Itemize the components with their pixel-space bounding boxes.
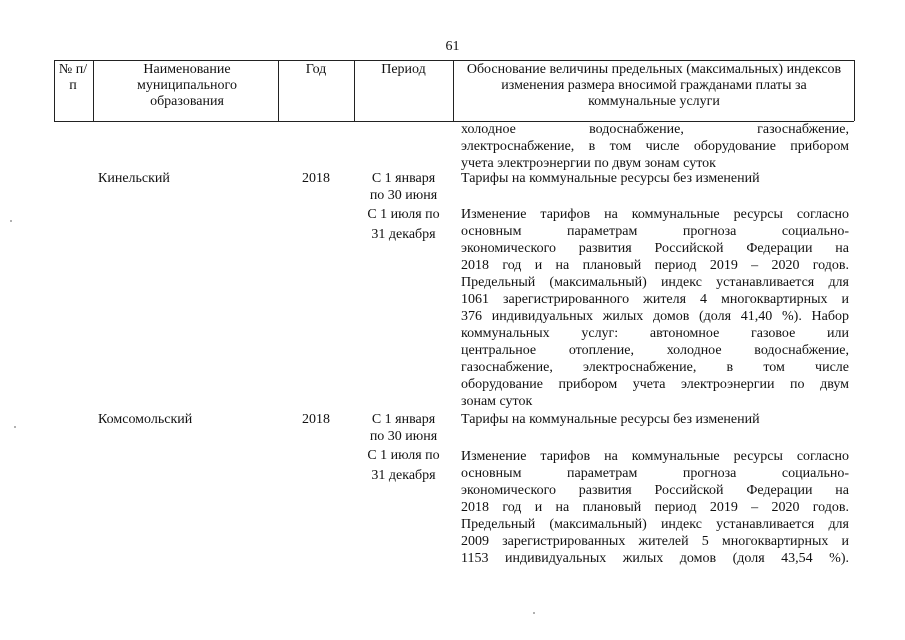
header-border-left <box>54 60 55 121</box>
basis-line: Предельный (максимальный) индекс устанавливается для <box>461 517 849 532</box>
row-municipality-name: Комсомольский <box>98 412 193 427</box>
header-border-right <box>854 60 855 121</box>
header-border-1 <box>93 60 94 121</box>
row-period-2 <box>356 446 451 486</box>
header-col-period: Период <box>381 62 426 77</box>
basis-line: коммунальных услуг: автономное газовое или <box>461 326 849 341</box>
period-line: С 1 января <box>371 412 436 427</box>
row-basis-2 <box>461 448 849 567</box>
basis-line: зонам суток <box>461 394 533 409</box>
basis-line: центральное отопление, холодное водоснабжение, <box>461 343 849 358</box>
header-border-3 <box>354 60 355 121</box>
period-line: по 30 июня <box>369 188 438 203</box>
period-line: С 1 июля по <box>367 207 440 222</box>
carryover-line: электроснабжение, в том числе оборудование прибором <box>461 139 849 154</box>
row-period-1 <box>356 170 451 204</box>
basis-line: Предельный (максимальный) индекс устанавливается для <box>461 275 849 290</box>
row-basis-2 <box>461 206 849 410</box>
basis-line: основным параметрам прогноза социально- <box>461 466 849 481</box>
header-col-basis: Обоснование величины предельных (максимальных) индексов изменения размера вносимой гражданами платы за коммунальные услуги <box>466 62 842 109</box>
header-top-border <box>54 60 854 61</box>
scan-speck <box>533 612 535 614</box>
period-line: 31 декабря <box>371 227 436 242</box>
basis-line: 2018 год и на плановый период 2019 – 2020 годов. <box>461 500 849 515</box>
row-municipality-name: Кинельский <box>98 171 170 186</box>
carryover-line: учета электроэнергии по двум зонам суток <box>461 156 716 171</box>
header-border-4 <box>453 60 454 121</box>
row-period-1 <box>356 411 451 445</box>
header-border-2 <box>278 60 279 121</box>
carryover-text <box>461 121 849 172</box>
row-period-2 <box>356 205 451 245</box>
carryover-line: холодное водоснабжение, газоснабжение, <box>461 122 849 137</box>
period-line: С 1 января <box>371 171 436 186</box>
scan-speck <box>10 220 12 222</box>
period-line: 31 декабря <box>371 468 436 483</box>
row-basis-1: Тарифы на коммунальные ресурсы без изменений <box>461 171 760 186</box>
basis-line: 1061 зарегистрированного жителя 4 многоквартирных и <box>461 292 849 307</box>
basis-line: 2018 год и на плановый период 2019 – 2020 годов. <box>461 258 849 273</box>
row-year: 2018 <box>302 412 330 427</box>
scan-speck <box>14 426 16 428</box>
basis-line: 376 индивидуальных жилых домов (доля 41,40 %). Набор <box>461 309 849 324</box>
basis-line: оборудование прибором учета электроэнергии по двум <box>461 377 849 392</box>
basis-line: 2009 зарегистрированных жителей 5 многоквартирных и <box>461 534 849 549</box>
basis-line: экономического развития Российской Федерации на <box>461 483 849 498</box>
header-col-name: Наименование муниципального образования <box>137 62 237 109</box>
period-line: по 30 июня <box>369 429 438 444</box>
basis-line: Изменение тарифов на коммунальные ресурсы согласно <box>461 449 849 464</box>
basis-line: экономического развития Российской Федерации на <box>461 241 849 256</box>
basis-line: основным параметрам прогноза социально- <box>461 224 849 239</box>
basis-line: газоснабжение, электроснабжение, в том числе <box>461 360 849 375</box>
basis-line: 1153 индивидуальных жилых домов (доля 43,54 %). <box>461 551 849 566</box>
header-col-number: № п/п <box>58 62 88 93</box>
header-col-year: Год <box>305 62 327 77</box>
basis-line: Изменение тарифов на коммунальные ресурсы согласно <box>461 207 849 222</box>
row-year: 2018 <box>302 171 330 186</box>
page-number: 61 <box>445 39 460 54</box>
row-basis-1: Тарифы на коммунальные ресурсы без изменений <box>461 412 760 427</box>
period-line: С 1 июля по <box>367 448 440 463</box>
